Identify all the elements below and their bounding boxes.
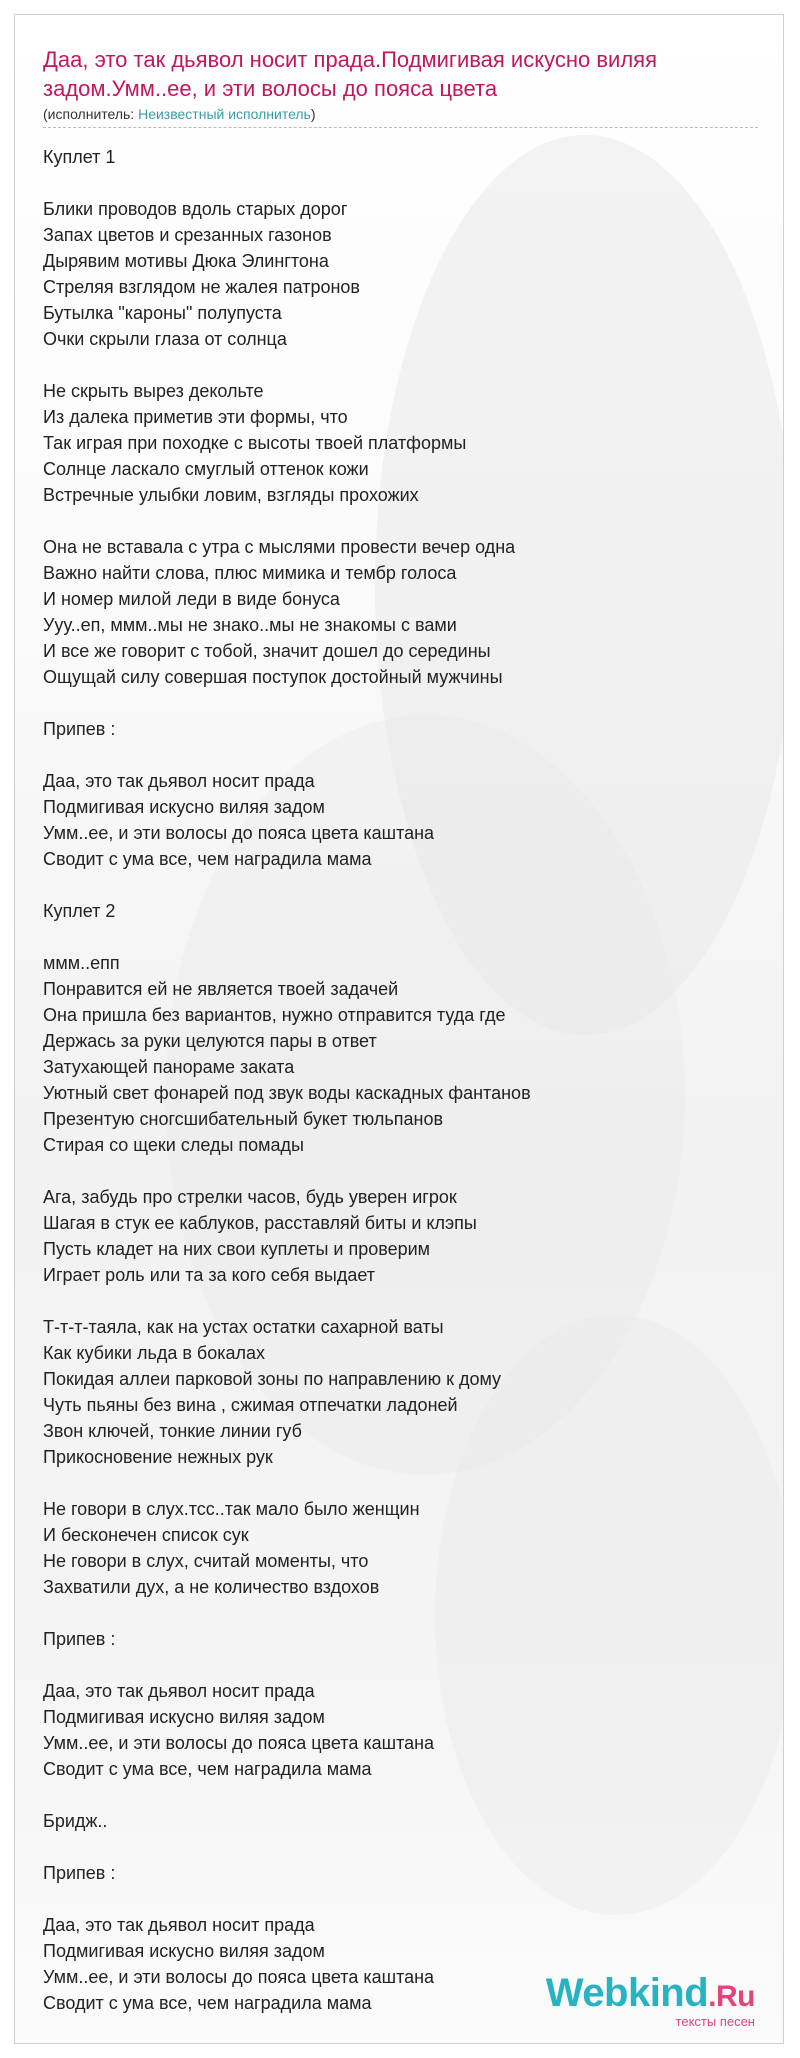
lyric-line: Запах цветов и срезанных газонов <box>43 225 332 245</box>
lyric-line: Подмигивая искусно виляя задом <box>43 1941 325 1961</box>
lyric-line: Пусть кладет на них свои куплеты и проверим <box>43 1239 431 1259</box>
lyric-line: Очки скрыли глаза от солнца <box>43 329 287 349</box>
lyric-line: Сводит с ума все, чем наградила мама <box>43 1759 372 1779</box>
lyric-blank-line <box>43 1652 773 1678</box>
lyric-line: Ощущай силу совершая поступок достойный мужчины <box>43 667 503 687</box>
artist-prefix: (исполнитель: <box>43 106 139 122</box>
lyric-blank-line <box>43 1600 773 1626</box>
lyric-line: Как кубики льда в бокалах <box>43 1343 266 1363</box>
lyric-line: Играет роль или та за кого себя выдает <box>43 1265 376 1285</box>
lyric-line: Куплет 1 <box>43 147 116 167</box>
lyric-line: Презентую сногсшибательный букет тюльпанов <box>43 1109 444 1129</box>
logo-domain: .Ru <box>708 1980 755 2013</box>
lyric-line: Даа, это так дьявол носит прада <box>43 1915 315 1935</box>
lyric-line: Куплет 2 <box>43 901 116 921</box>
lyric-line: Бридж.. <box>43 1811 108 1831</box>
lyric-blank-line <box>43 690 773 716</box>
lyric-line: Не говори в слух.тсс..так мало было женщин <box>43 1499 420 1519</box>
logo-name: Webkind <box>545 1971 709 2015</box>
lyric-line: Ууу..еп, ммм..мы не знако..мы не знакомы с вами <box>43 615 457 635</box>
lyric-line: Солнце ласкало смуглый оттенок кожи <box>43 459 369 479</box>
lyric-blank-line <box>43 1782 773 1808</box>
lyric-line: Припев : <box>43 719 116 739</box>
lyric-line: Из далека приметив эти формы, что <box>43 407 348 427</box>
lyric-blank-line <box>43 1158 773 1184</box>
lyric-line: Блики проводов вдоль старых дорог <box>43 199 348 219</box>
lyric-line: Уютный свет фонарей под звук воды каскадных фантанов <box>43 1083 531 1103</box>
lyric-line: Стреляя взглядом не жалея патронов <box>43 277 360 297</box>
lyrics-block <box>43 144 773 2016</box>
lyric-blank-line <box>43 1288 773 1314</box>
lyric-line: Умм..ее, и эти волосы до пояса цвета каштана <box>43 1967 435 1987</box>
page-frame <box>14 14 784 2044</box>
lyric-blank-line <box>43 924 773 950</box>
lyric-line: Захватили дух, а не количество вздохов <box>43 1577 380 1597</box>
lyric-line: Умм..ее, и эти волосы до пояса цвета каштана <box>43 823 435 843</box>
lyric-blank-line <box>43 1834 773 1860</box>
logo-wordmark <box>546 1972 755 2018</box>
lyric-line: Умм..ее, и эти волосы до пояса цвета каштана <box>43 1733 435 1753</box>
lyric-line: И все же говорит с тобой, значит дошел до середины <box>43 641 491 661</box>
artist-link[interactable]: Неизвестный исполнитель <box>138 106 311 122</box>
lyric-line: Даа, это так дьявол носит прада <box>43 771 315 791</box>
lyric-line: Стирая со щеки следы помады <box>43 1135 304 1155</box>
site-logo[interactable] <box>546 1972 755 2029</box>
lyric-line: Шагая в стук ее каблуков, расставляй биты и клэпы <box>43 1213 477 1233</box>
lyric-line: Понравится ей не является твоей задачей <box>43 979 399 999</box>
lyric-line: Встречные улыбки ловим, взгляды прохожих <box>43 485 419 505</box>
lyric-line: Сводит с ума все, чем наградила мама <box>43 849 372 869</box>
lyric-line: Она не вставала с утра с мыслями провести вечер одна <box>43 537 516 557</box>
lyric-line: И номер милой леди в виде бонуса <box>43 589 340 609</box>
lyric-line: Даа, это так дьявол носит прада <box>43 1681 315 1701</box>
lyric-line: Затухающей панораме заката <box>43 1057 295 1077</box>
lyric-line: Дырявим мотивы Дюка Элингтона <box>43 251 329 271</box>
lyric-line: Держась за руки целуются пары в ответ <box>43 1031 377 1051</box>
lyric-blank-line <box>43 352 773 378</box>
lyric-line: Бутылка "кароны" полупуста <box>43 303 282 323</box>
lyric-line: Т-т-т-таяла, как на устах остатки сахарной ваты <box>43 1317 444 1337</box>
lyric-line: Припев : <box>43 1863 116 1883</box>
lyric-line: Ага, забудь про стрелки часов, будь уверен игрок <box>43 1187 457 1207</box>
lyric-line: Звон ключей, тонкие линии губ <box>43 1421 302 1441</box>
lyric-line: И бесконечен список сук <box>43 1525 249 1545</box>
lyric-blank-line <box>43 742 773 768</box>
lyric-line: Важно найти слова, плюс мимика и тембр голоса <box>43 563 457 583</box>
lyric-line: Чуть пьяны без вина , сжимая отпечатки ладоней <box>43 1395 458 1415</box>
artist-suffix: ) <box>310 106 316 122</box>
lyric-line: Не скрыть вырез декольте <box>43 381 264 401</box>
lyric-blank-line <box>43 1470 773 1496</box>
lyrics-content <box>43 45 773 2016</box>
lyric-line: Она пришла без вариантов, нужно отправится туда где <box>43 1005 506 1025</box>
artist-line <box>43 106 758 128</box>
logo-tagline: тексты песен <box>675 2014 755 2029</box>
lyric-blank-line <box>43 170 773 196</box>
lyric-line: Припев : <box>43 1629 116 1649</box>
lyric-line: ммм..епп <box>43 953 120 973</box>
lyric-line: Подмигивая искусно виляя задом <box>43 1707 325 1727</box>
lyric-blank-line <box>43 872 773 898</box>
lyric-line: Сводит с ума все, чем наградила мама <box>43 1993 372 2013</box>
lyric-blank-line <box>43 508 773 534</box>
lyric-line: Подмигивая искусно виляя задом <box>43 797 325 817</box>
lyric-line: Так играя при походке с высоты твоей платформы <box>43 433 467 453</box>
lyric-line: Прикосновение нежных рук <box>43 1447 273 1467</box>
lyric-line: Не говори в слух, считай моменты, что <box>43 1551 369 1571</box>
lyric-blank-line <box>43 1886 773 1912</box>
song-title: Даа, это так дьявол носит прада.Подмигивая искусно виляя задом.Умм..ее, и эти волосы до пояса цвета <box>43 47 657 101</box>
lyric-line: Покидая аллеи парковой зоны по направлению к дому <box>43 1369 502 1389</box>
